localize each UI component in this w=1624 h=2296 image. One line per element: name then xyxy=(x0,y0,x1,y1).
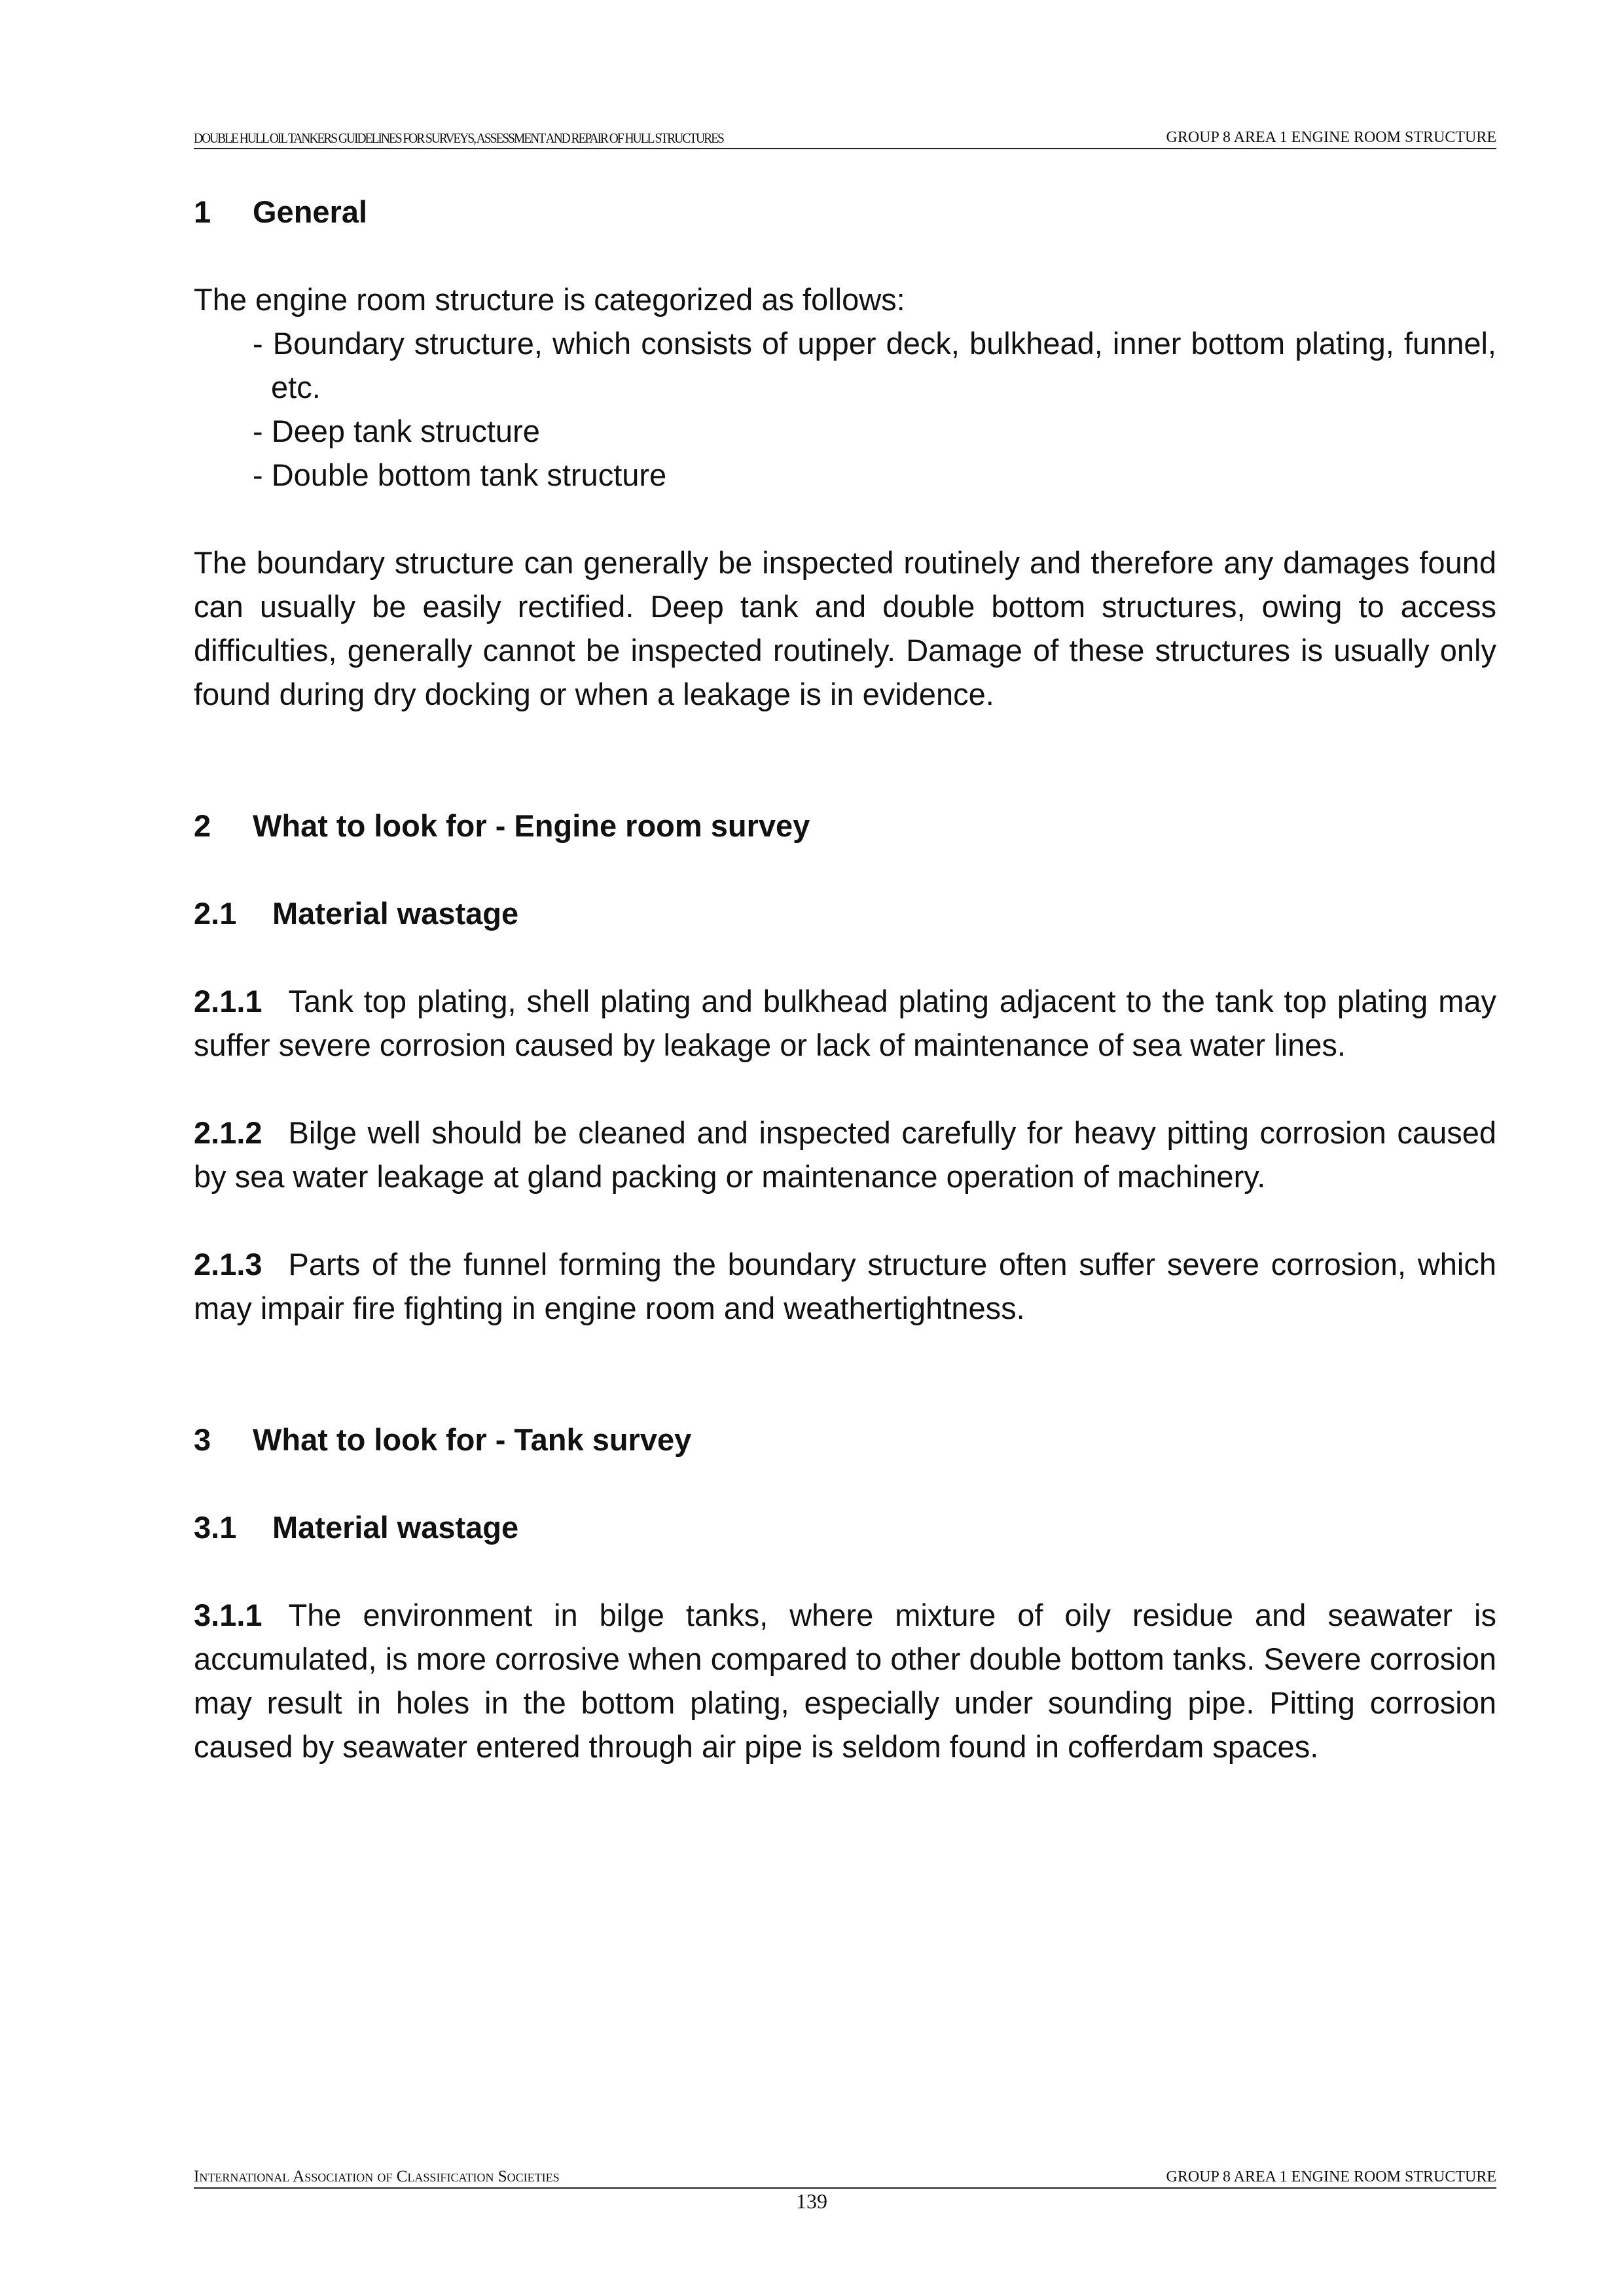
section-heading: 3 What to look for - Tank survey xyxy=(194,1422,692,1457)
paragraph: 2.1.3 Parts of the funnel forming the boundary structure often suffer severe corrosion, which may impair fire fighting in engine room and weathertightness. xyxy=(194,1247,1496,1325)
paragraph: The boundary structure can generally be inspected routinely and therefore any damages found can usually be easily rectified. Deep tank and double bottom structures, owing to access difficulties, generally cannot be inspected routinely. Damage of these structures is usually only found during dry docking or when a leakage is in evidence. xyxy=(194,545,1496,711)
page-footer xyxy=(194,2166,1496,2189)
document-body xyxy=(194,190,1496,1768)
paragraph-number: 2.1.3 xyxy=(194,1247,262,1282)
structure-category-list xyxy=(194,321,1496,497)
list-item: - Boundary structure, which consists of upper deck, bulkhead, inner bottom plating, funnel, etc. xyxy=(253,326,1496,404)
paragraph-number: 3.1.1 xyxy=(194,1598,262,1632)
header-section-title: GROUP 8 AREA 1 ENGINE ROOM STRUCTURE xyxy=(1166,129,1496,146)
paragraph: 3.1.1 The environment in bilge tanks, where mixture of oily residue and seawater is accumulated, is more corrosive when compared to other double bottom tanks. Severe corrosion may result in holes in the bottom plating, especially under sounding pipe. Pitting corrosion caused by seawater entered through air pipe is seldom found in cofferdam spaces. xyxy=(194,1598,1496,1764)
footer-section-title: GROUP 8 AREA 1 ENGINE ROOM STRUCTURE xyxy=(1166,2168,1496,2185)
paragraph: 2.1.2 Bilge well should be cleaned and inspected carefully for heavy pitting corrosion caused by sea water leakage at gland packing or maintenance operation of machinery. xyxy=(194,1115,1496,1194)
section-heading: 2 What to look for - Engine room survey xyxy=(194,808,810,843)
subsection-heading: 3.1 Material wastage xyxy=(194,1510,519,1545)
page-number: 139 xyxy=(796,2189,827,2213)
list-item: - Deep tank structure xyxy=(253,414,540,448)
section-heading: 1 General xyxy=(194,194,368,229)
section-tank-survey xyxy=(194,1418,1496,1768)
header-document-title: DOUBLE HULL OIL TANKERS GUIDELINES FOR SURVEYS, ASSESSMENT AND REPAIR OF HULL STRUCTURES xyxy=(194,130,723,146)
section-engine-room-survey xyxy=(194,804,1496,1330)
section-general xyxy=(194,190,1496,716)
footer-organization: International Association of Classification Societies xyxy=(194,2168,560,2185)
page-header xyxy=(194,128,1496,149)
paragraph-number: 2.1.2 xyxy=(194,1115,262,1150)
list-item: - Double bottom tank structure xyxy=(253,457,667,492)
paragraph: 2.1.1 Tank top plating, shell plating and bulkhead plating adjacent to the tank top plating may suffer severe corrosion caused by leakage or lack of maintenance of sea water lines. xyxy=(194,984,1496,1062)
paragraph-number: 2.1.1 xyxy=(194,984,262,1018)
subsection-heading: 2.1 Material wastage xyxy=(194,896,519,931)
section-intro: The engine room structure is categorized as follows: xyxy=(194,282,905,317)
